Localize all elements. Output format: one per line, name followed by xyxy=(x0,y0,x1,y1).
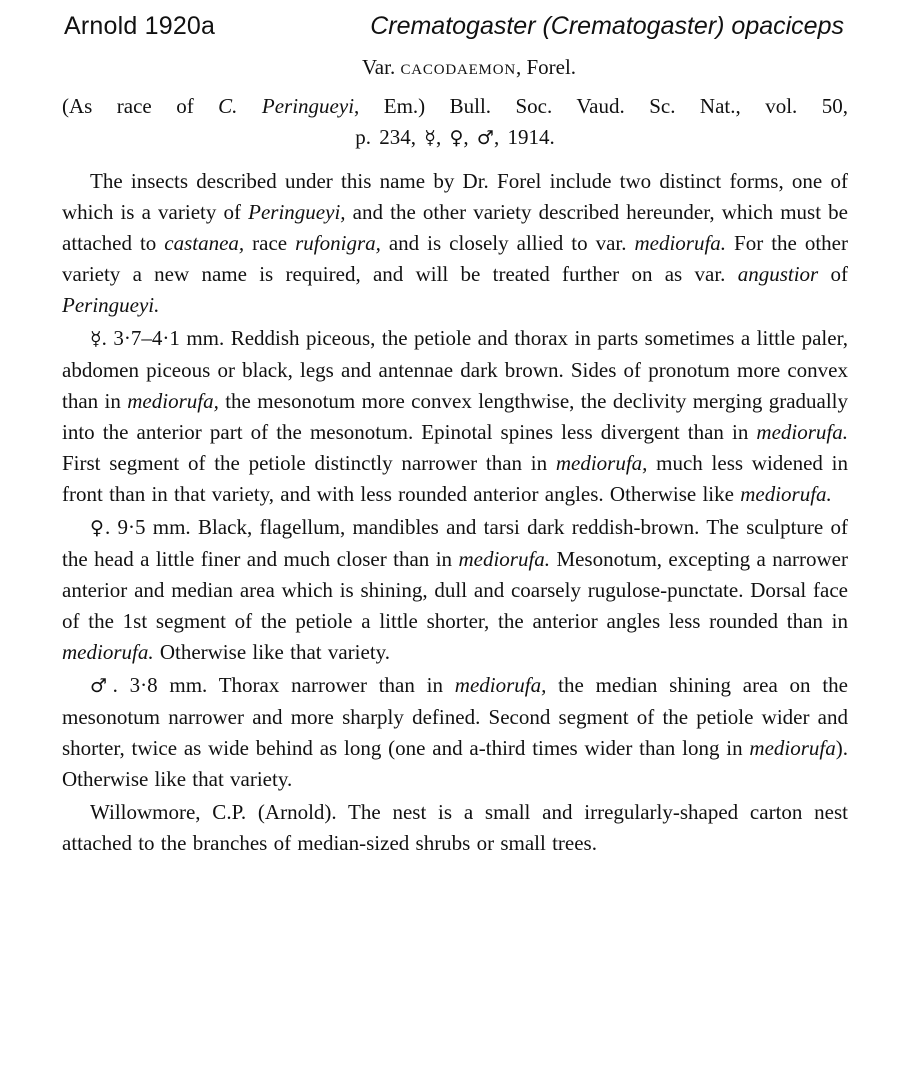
text-run: race xyxy=(244,231,296,255)
italic-taxon: mediorufa, xyxy=(555,451,648,475)
variety-title-suffix: , Forel. xyxy=(515,55,577,79)
male-paragraph xyxy=(62,670,848,795)
italic-taxon: mediorufa. xyxy=(458,547,551,571)
worker-paragraph xyxy=(62,323,848,510)
italic-taxon: Peringueyi, xyxy=(248,200,346,224)
text-run: . 3·8 mm. Thorax narrower than in xyxy=(112,673,455,697)
text-run: the median shining area on the mesonotum narrower and more sharply defined. Second segment of the petiole wider and shorter, twice as wide behind as long (one and a-third times wider than long in xyxy=(62,673,848,760)
header-taxon-name: Crematogaster (Crematogaster) opaciceps xyxy=(370,12,844,40)
text-run: For the other variety a new name is required, and will be treated further on as var. xyxy=(62,231,848,286)
header-reference: Arnold 1920a xyxy=(64,12,216,40)
citation-year: , 1914. xyxy=(493,125,555,149)
italic-taxon: mediorufa. xyxy=(756,420,848,444)
text-run: of xyxy=(818,262,848,286)
citation-text: (As race of xyxy=(62,94,219,118)
italic-taxon: Peringueyi. xyxy=(62,293,160,317)
citation-journal: , Em.) Bull. Soc. Vaud. Sc. Nat., vol. 50, xyxy=(354,94,849,118)
variety-title xyxy=(90,52,848,83)
variety-name: cacodaemon xyxy=(400,55,516,79)
citation xyxy=(62,91,848,154)
text-run: much less widened in front than in that variety, and with less rounded anterior angles. Otherwise like xyxy=(62,451,848,506)
citation-species: C. Peringueyi xyxy=(218,94,355,118)
text-run: Willowmore, C.P. (Arnold). The nest is a small and irregularly-shaped carton nest attached to the branches of median-sized shrubs or small trees. xyxy=(62,800,848,855)
text-run: the mesonotum more convex lengthwise, the declivity merging gradually into the anterior part of the mesonotum. Epinotal spines less divergent than in xyxy=(62,389,848,444)
italic-taxon: angustior xyxy=(737,262,819,286)
intro-paragraph xyxy=(62,166,848,321)
male-symbol: ♂ xyxy=(90,675,113,697)
text-run: . 9·5 mm. Black, flagellum, mandibles and tarsi dark reddish-brown. The sculpture of the head a little finer and much closer than in xyxy=(62,515,848,571)
female-paragraph xyxy=(62,512,848,668)
italic-taxon: mediorufa. xyxy=(634,231,727,255)
italic-taxon: mediorufa, xyxy=(127,389,219,413)
text-run: . 3·7–4·1 mm. Reddish piceous, the petiole and thorax in parts sometimes a little paler, abdomen piceous or black, legs and antennae dark brown. Sides of pronotum more convex than in xyxy=(62,326,848,413)
citation-page: p. 234, xyxy=(355,125,425,149)
text-run: The insects described under this name by Dr. Forel include two distinct forms, one of which is a variety of xyxy=(62,169,848,224)
female-symbol: ♀ xyxy=(449,127,464,149)
italic-taxon: rufonigra, xyxy=(295,231,381,255)
text-run: and the other variety described hereunder, which must be attached to xyxy=(62,200,848,255)
text-run: First segment of the petiole distinctly narrower than in xyxy=(62,451,556,475)
italic-taxon: mediorufa xyxy=(749,736,836,760)
italic-taxon: mediorufa, xyxy=(454,673,547,697)
worker-symbol: ☿ xyxy=(424,127,436,149)
citation-line-1 xyxy=(62,91,848,122)
text-run: Mesonotum, excepting a narrower anterior and median area which is shining, dull and coarsely rugulose-punctate. Dorsal face of the 1st segment of the petiole a little shorter, the anterior angles less rounded than in xyxy=(62,547,848,633)
text-run: and is closely allied to var. xyxy=(380,231,635,255)
italic-taxon: mediorufa. xyxy=(62,640,154,664)
document-body xyxy=(62,52,848,859)
female-symbol: ♀ xyxy=(90,517,105,539)
citation-line-2: p. 234, ☿, ♀, ♂, 1914. xyxy=(355,125,555,149)
male-symbol: ♂ xyxy=(476,127,494,149)
italic-taxon: castanea, xyxy=(164,231,245,255)
worker-symbol: ☿ xyxy=(90,328,102,350)
text-run: ). Otherwise like that variety. xyxy=(62,736,848,791)
italic-taxon: mediorufa. xyxy=(740,482,832,506)
locality-paragraph xyxy=(62,797,848,859)
text-run: Otherwise like that variety. xyxy=(153,640,391,664)
variety-title-prefix: Var. xyxy=(361,55,401,79)
